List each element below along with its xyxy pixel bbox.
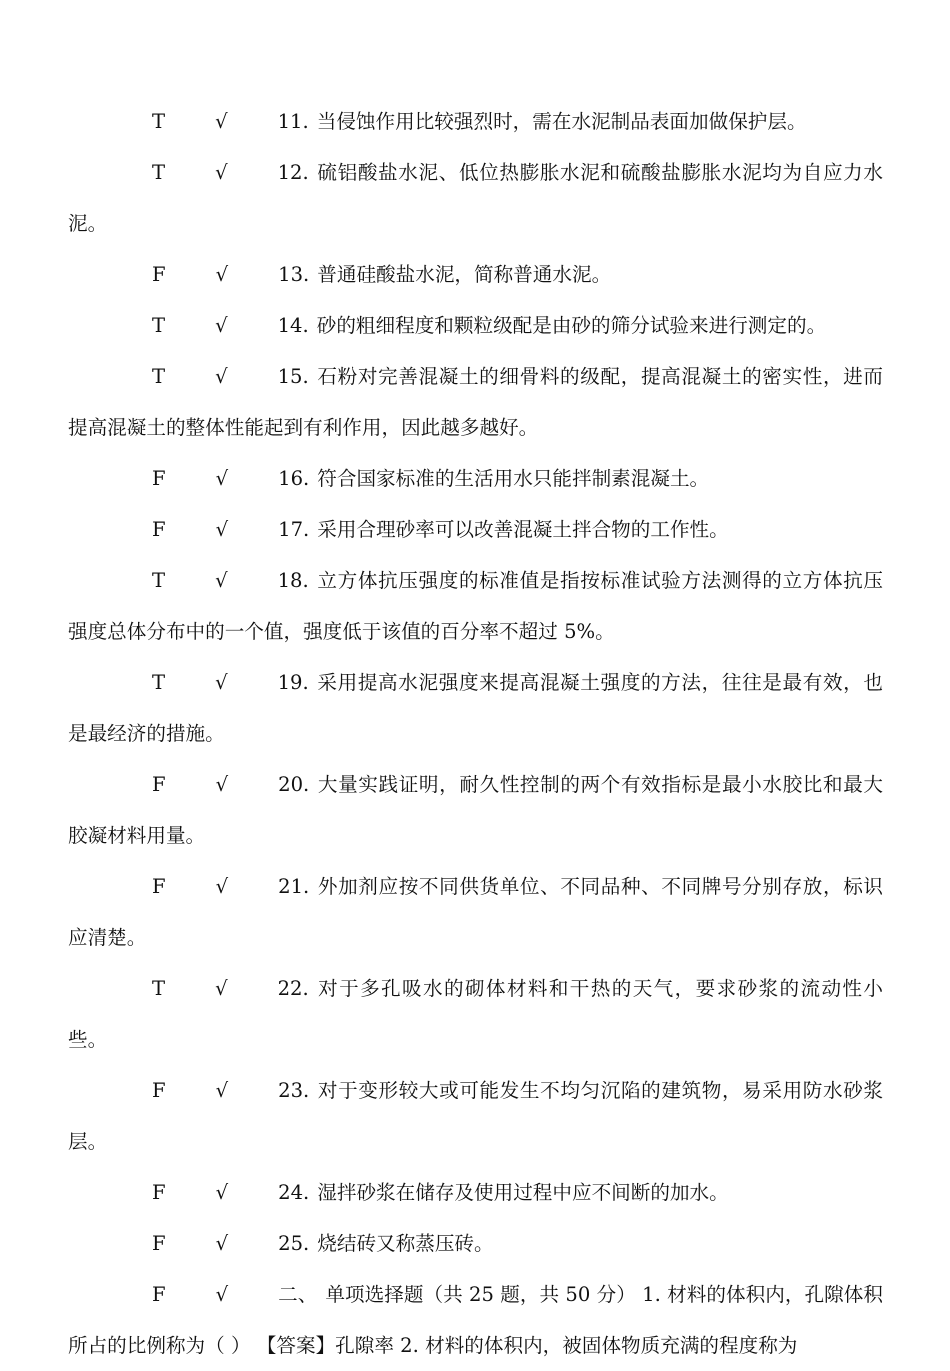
answer-mark: T [152, 977, 166, 1000]
check-mark-icon: √ [215, 1079, 229, 1102]
answer-mark: F [152, 1079, 166, 1102]
question-text: 湿拌砂浆在储存及使用过程中应不间断的加水。 [317, 1181, 729, 1204]
answer-mark: T [152, 671, 166, 694]
question-number: 14. [277, 314, 309, 337]
answer-mark: F [152, 875, 166, 898]
question-list [68, 96, 883, 1371]
question-number: 二、 [278, 1283, 318, 1306]
answer-mark: T [152, 314, 166, 337]
answer-mark: T [152, 365, 166, 388]
question-text: 单项选择题（共 25 题，共 50 分） 1. 材料的体积内，孔隙体积所占的比例称为（ ） 【答案】孔隙率 2. 材料的体积内，被固体物质充满的程度称为 [68, 1283, 883, 1357]
question-item [68, 555, 883, 657]
question-item [68, 453, 883, 504]
check-mark-icon: √ [215, 110, 228, 133]
check-mark-icon: √ [215, 518, 229, 541]
check-mark-icon: √ [215, 773, 229, 796]
question-text: 石粉对完善混凝土的细骨料的级配，提高混凝土的密实性，进而提高混凝土的整体性能起到有利作用，因此越多越好。 [68, 365, 883, 439]
question-number: 23. [278, 1079, 310, 1102]
answer-mark: F [152, 1181, 166, 1204]
answer-mark: T [152, 569, 166, 592]
check-mark-icon: √ [215, 1283, 229, 1306]
question-number: 24. [278, 1181, 310, 1204]
question-text: 烧结砖又称蒸压砖。 [317, 1232, 494, 1255]
question-number: 12. [277, 161, 309, 184]
check-mark-icon: √ [215, 365, 228, 388]
question-text: 对于多孔吸水的砌体材料和干热的天气，要求砂浆的流动性小些。 [68, 977, 883, 1051]
question-item [68, 96, 883, 147]
check-mark-icon: √ [215, 263, 229, 286]
question-number: 22. [277, 977, 309, 1000]
check-mark-icon: √ [215, 161, 228, 184]
answer-mark: F [152, 1283, 166, 1306]
question-item [68, 249, 883, 300]
question-item [68, 300, 883, 351]
question-number: 16. [278, 467, 310, 490]
check-mark-icon: √ [215, 569, 228, 592]
check-mark-icon: √ [215, 875, 229, 898]
check-mark-icon: √ [215, 1181, 229, 1204]
check-mark-icon: √ [215, 314, 228, 337]
answer-mark: T [152, 161, 166, 184]
question-text: 硫铝酸盐水泥、低位热膨胀水泥和硫酸盐膨胀水泥均为自应力水泥。 [68, 161, 883, 235]
answer-mark: T [152, 110, 166, 133]
answer-mark: F [152, 467, 166, 490]
question-number: 13. [278, 263, 310, 286]
check-mark-icon: √ [215, 977, 228, 1000]
question-item [68, 657, 883, 759]
check-mark-icon: √ [215, 671, 228, 694]
question-item [68, 1065, 883, 1167]
question-text: 当侵蚀作用比较强烈时，需在水泥制品表面加做保护层。 [316, 110, 807, 133]
answer-mark: F [152, 518, 166, 541]
question-text: 采用提高水泥强度来提高混凝土强度的方法，往往是最有效，也是最经济的措施。 [68, 671, 883, 745]
answer-mark: F [152, 1232, 166, 1255]
question-text: 大量实践证明，耐久性控制的两个有效指标是最小水胶比和最大胶凝材料用量。 [68, 773, 883, 847]
question-number: 17. [278, 518, 310, 541]
question-text: 外加剂应按不同供货单位、不同品种、不同牌号分别存放，标识应清楚。 [68, 875, 883, 949]
question-number: 20. [278, 773, 310, 796]
question-item [68, 504, 883, 555]
question-item [68, 1167, 883, 1218]
question-number: 15. [277, 365, 309, 388]
question-item [68, 759, 883, 861]
question-item [68, 1269, 883, 1371]
question-number: 18. [277, 569, 309, 592]
question-item [68, 861, 883, 963]
question-text: 采用合理砂率可以改善混凝土拌合物的工作性。 [317, 518, 729, 541]
question-item [68, 1218, 883, 1269]
question-number: 19. [277, 671, 309, 694]
check-mark-icon: √ [215, 1232, 229, 1255]
question-item [68, 147, 883, 249]
question-item [68, 963, 883, 1065]
question-text: 砂的粗细程度和颗粒级配是由砂的筛分试验来进行测定的。 [316, 314, 827, 337]
question-text: 普通硅酸盐水泥，简称普通水泥。 [317, 263, 612, 286]
question-number: 11. [277, 110, 309, 133]
check-mark-icon: √ [215, 467, 229, 490]
question-number: 21. [278, 875, 310, 898]
answer-mark: F [152, 263, 166, 286]
question-item [68, 351, 883, 453]
answer-mark: F [152, 773, 166, 796]
question-text: 对于变形较大或可能发生不均匀沉陷的建筑物，易采用防水砂浆层。 [68, 1079, 883, 1153]
question-text: 符合国家标准的生活用水只能拌制素混凝土。 [317, 467, 710, 490]
question-number: 25. [278, 1232, 310, 1255]
question-text: 立方体抗压强度的标准值是指按标准试验方法测得的立方体抗压强度总体分布中的一个值，强度低于该值的百分率不超过 5%。 [68, 569, 883, 643]
